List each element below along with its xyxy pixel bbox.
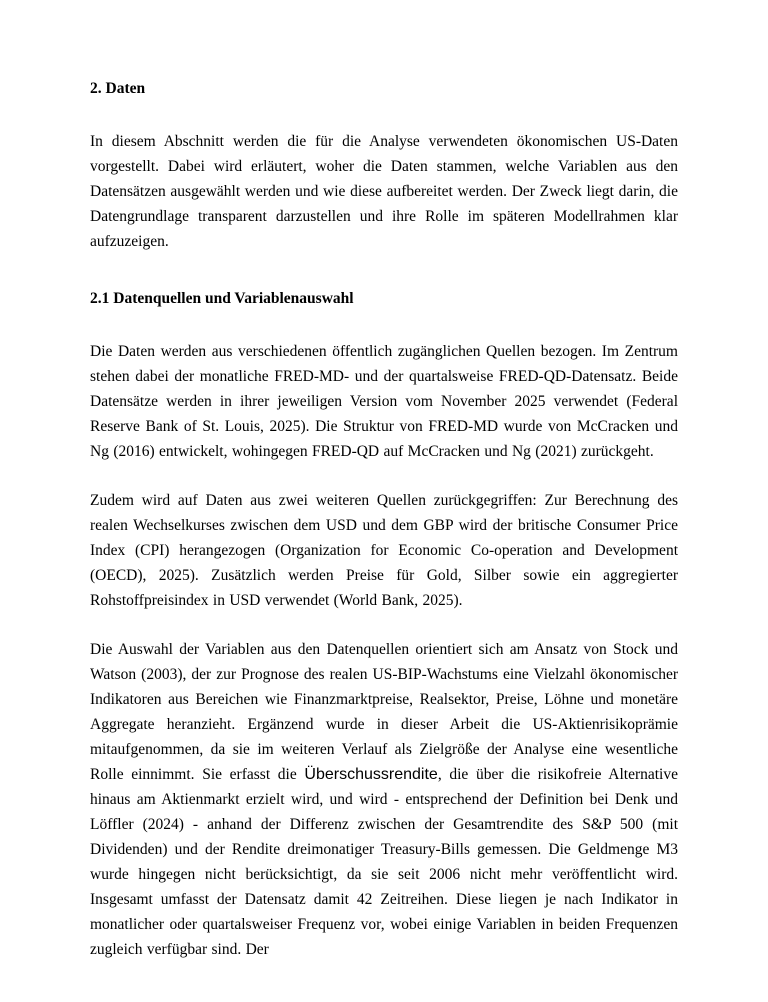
highlighted-term-ueberschussrendite: Überschussrendite xyxy=(304,766,438,783)
section-heading: 2. Daten xyxy=(90,80,146,97)
variable-selection-text-before: Die Auswahl der Variablen aus den Datenquellen orientiert sich am Ansatz von Stock und Watson (2003), der zur Prognose des realen US-BIP-Wachstums eine Vielzahl ökonomischer Indikatoren aus Bereichen wie Finanzmarktpreise, Realsektor, Preise, Löhne und monetäre Aggregate heranzieht. Ergänzend wurde in dieser Arbeit die US-Aktienrisikoprämie mitaufgenommen, da sie im weiteren Verlauf als Zielgröße der Analyse eine wesentliche Rolle einnimmt. Sie erfasst die xyxy=(90,641,678,783)
variable-selection-text-after: , die über die risikofreie Alternative hinaus am Aktienmarkt erzielt wird, und wird - entsprechend der Definition bei Denk und Löffler (2024) - anhand der Differenz zwischen der Gesamtrendite des S&P 500 (mit Dividenden) und der Rendite dreimonatiger Treasury-Bills gemessen. Die Geldmenge M3 wurde hingegen nicht berücksichtigt, da sie seit 2006 nicht mehr veröffentlicht wird. Insgesamt umfasst der Datensatz damit 42 Zeitreihen. Diese liegen je nach Indikator in monatlicher oder quartalsweiser Frequenz vor, wobei einige Variablen in beiden Frequenzen zugleich verfügbar sind. Der xyxy=(90,766,678,958)
paragraph-data-sources: Die Daten werden aus verschiedenen öffentlich zugänglichen Quellen bezogen. Im Zentrum stehen dabei der monatliche FRED-MD- und der quartalsweise FRED-QD-Datensatz. Beide Datensätze werden in ihrer jeweiligen Version vom November 2025 verwendet (Federal Reserve Bank of St. Louis, 2025). Die Struktur von FRED-MD wurde von McCracken und Ng (2016) entwickelt, wohingegen FRED-QD auf McCracken und Ng (2021) zurückgeht. xyxy=(90,343,678,460)
paragraph-intro: In diesem Abschnitt werden die für die Analyse verwendeten ökonomischen US-Daten vorgestellt. Dabei wird erläutert, woher die Daten stammen, welche Variablen aus den Datensätzen ausgewählt werden und wie diese aufbereitet werden. Der Zweck liegt darin, die Datengrundlage transparent darzustellen und ihre Rolle im späteren Modellrahmen klar aufzuzeigen. xyxy=(90,133,678,250)
subsection-heading: 2.1 Datenquellen und Variablenauswahl xyxy=(90,290,354,307)
paragraph-additional-sources: Zudem wird auf Daten aus zwei weiteren Quellen zurückgegriffen: Zur Berechnung des realen Wechselkurses zwischen dem USD und dem GBP wird der britische Consumer Price Index (CPI) herangezogen (Organization for Economic Co-operation and Development (OECD), 2025). Zusätzlich werden Preise für Gold, Silber sowie ein aggregierter Rohstoffpreisindex in USD verwendet (World Bank, 2025). xyxy=(90,492,678,609)
paragraph-variable-selection xyxy=(90,637,678,962)
